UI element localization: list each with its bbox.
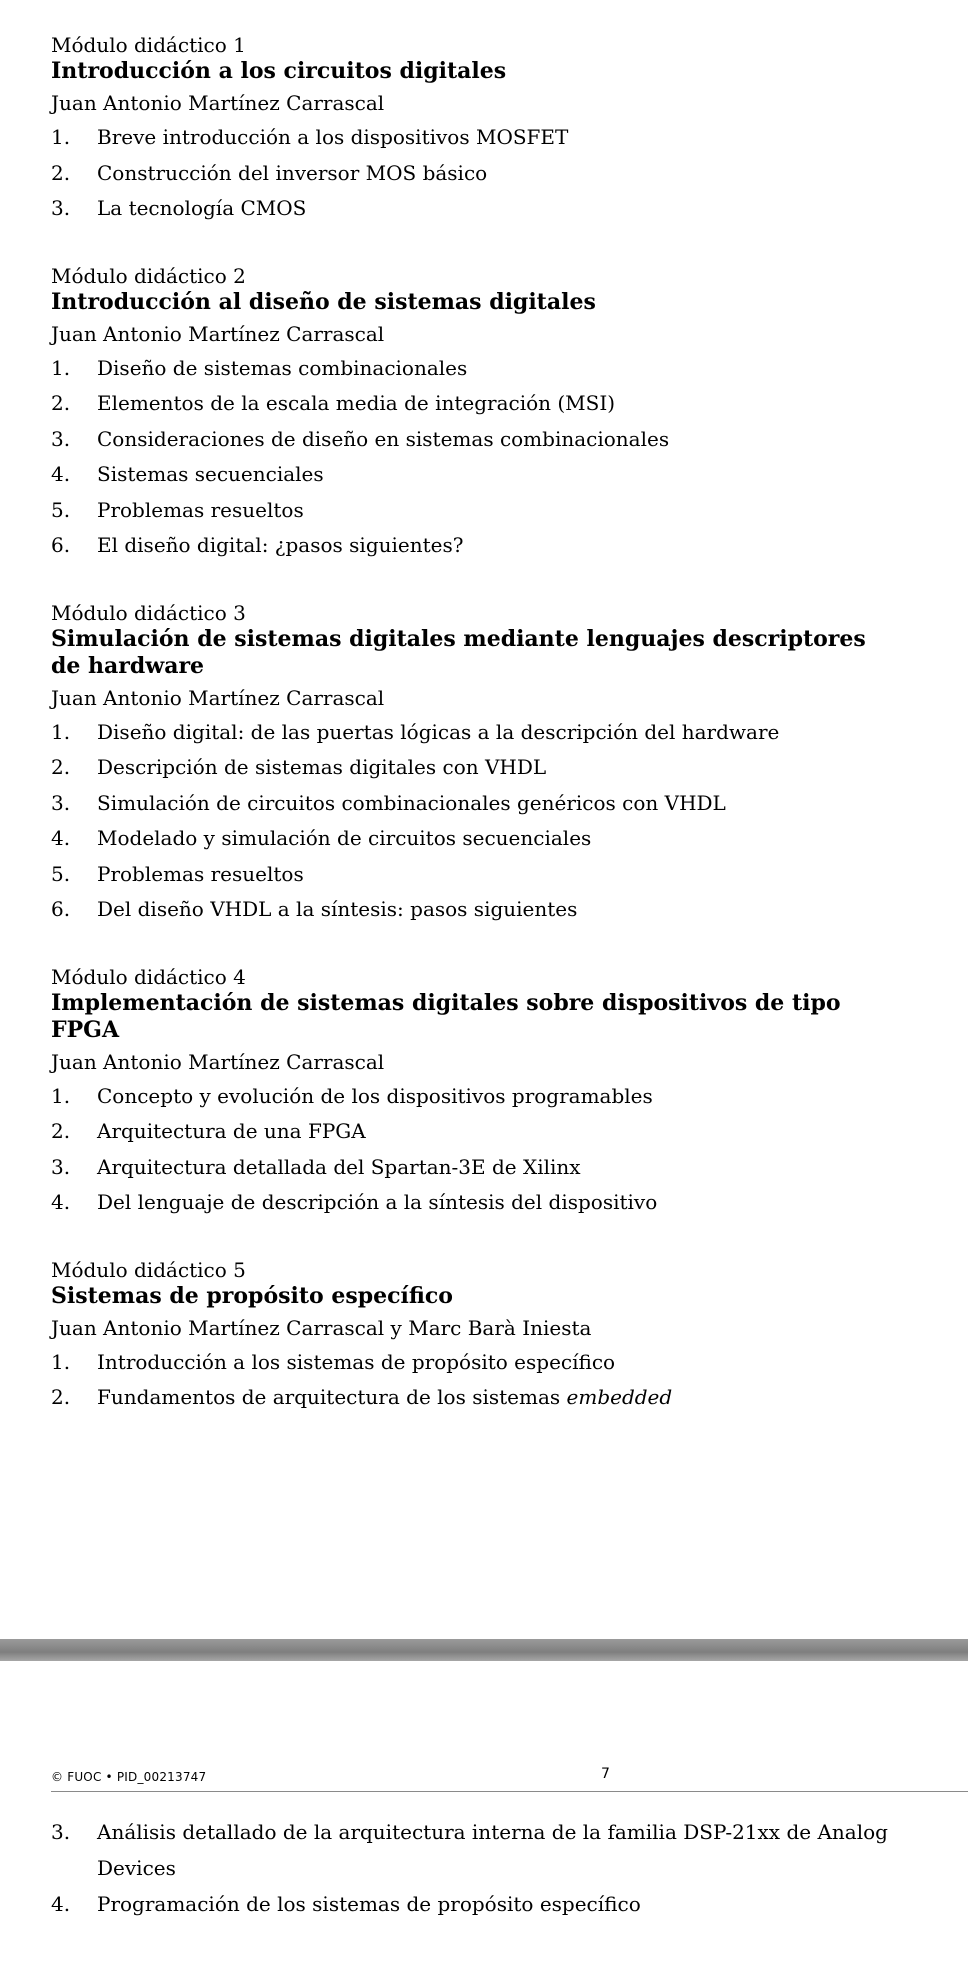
- module-contents-list: [51, 1079, 871, 1221]
- module-section: [51, 30, 871, 227]
- item-number: 2.: [51, 755, 71, 779]
- item-text: Fundamentos de arquitectura de los sistemas: [97, 1385, 567, 1409]
- item-number: 4.: [51, 1190, 71, 1214]
- item-number: 2.: [51, 160, 71, 185]
- item-text: Análisis detallado de la arquitectura interna de la familia DSP-21xx de Analog Devices: [97, 1820, 888, 1880]
- module-authors: Juan Antonio Martínez Carrascal: [51, 91, 385, 115]
- module-title: Sistemas de propósito específico: [51, 1282, 453, 1309]
- list-item: [51, 750, 871, 786]
- module-title: Implementación de sistemas digitales sobre dispositivos de tipo FPGA: [51, 989, 841, 1043]
- module-label: Módulo didáctico 4: [51, 964, 246, 989]
- item-number: 1.: [51, 1083, 71, 1108]
- list-item: [51, 156, 871, 192]
- list-item: [51, 1114, 871, 1150]
- list-item: [51, 457, 871, 493]
- module-authors: Juan Antonio Martínez Carrascal y Marc Barà Iniesta: [51, 1315, 592, 1340]
- modules-list: [51, 30, 871, 1450]
- item-text: Arquitectura de una FPGA: [97, 1119, 366, 1143]
- item-text: Construcción del inversor MOS básico: [97, 160, 488, 185]
- list-item: [51, 1150, 871, 1186]
- item-number: 3.: [51, 1820, 71, 1844]
- list-item: [51, 386, 871, 422]
- item-number: 4.: [51, 462, 71, 486]
- module-label: Módulo didáctico 3: [51, 600, 246, 625]
- item-number: 1.: [51, 719, 71, 744]
- module-contents-list: [51, 120, 871, 227]
- item-number: 5.: [51, 497, 71, 522]
- list-item: [51, 892, 871, 928]
- module-section: [51, 962, 871, 1221]
- module-title: Introducción a los circuitos digitales: [51, 58, 507, 84]
- module-contents-list: [51, 715, 871, 928]
- module-contents-list: [51, 1345, 871, 1416]
- module-authors: Juan Antonio Martínez Carrascal: [51, 321, 385, 346]
- list-item: [51, 422, 871, 458]
- list-item: [51, 1345, 871, 1381]
- list-item: [51, 821, 871, 857]
- item-number: 6.: [51, 897, 71, 921]
- item-text: Introducción a los sistemas de propósito específico: [97, 1349, 616, 1374]
- list-item: [51, 1814, 911, 1886]
- item-number: 3.: [51, 790, 71, 815]
- item-text: Del diseño VHDL a la síntesis: pasos siguientes: [97, 897, 578, 921]
- module-section: [51, 1255, 871, 1416]
- list-item: [51, 1886, 911, 1922]
- module-authors: Juan Antonio Martínez Carrascal: [51, 1049, 385, 1074]
- item-text: El diseño digital: ¿pasos siguientes?: [97, 533, 464, 557]
- footer-reference: © FUOC • PID_00213747: [51, 1770, 207, 1784]
- module-contents-list: [51, 351, 871, 564]
- item-text-italic: embedded: [566, 1385, 673, 1409]
- module-label: Módulo didáctico 2: [51, 263, 246, 288]
- item-text: Modelado y simulación de circuitos secuenciales: [97, 826, 592, 850]
- item-number: 3.: [51, 426, 71, 451]
- item-text: Descripción de sistemas digitales con VHDL: [97, 755, 547, 779]
- list-item: [51, 120, 871, 156]
- item-text: Breve introducción a los dispositivos MOSFET: [97, 125, 569, 149]
- item-number: 4.: [51, 826, 71, 850]
- item-number: 6.: [51, 533, 71, 557]
- list-item: [51, 715, 871, 751]
- list-item: [51, 1185, 871, 1221]
- module-authors: Juan Antonio Martínez Carrascal: [51, 685, 385, 710]
- item-text: Problemas resueltos: [97, 861, 304, 886]
- item-text: Simulación de circuitos combinacionales genéricos con VHDL: [97, 790, 726, 815]
- item-text: Del lenguaje de descripción a la síntesis del dispositivo: [97, 1190, 658, 1214]
- item-number: 3.: [51, 1154, 71, 1179]
- module-section: [51, 261, 871, 564]
- list-item: [51, 786, 871, 822]
- item-text: Elementos de la escala media de integración (MSI): [97, 391, 616, 415]
- module-section: [51, 598, 871, 928]
- item-text: Diseño digital: de las puertas lógicas a la descripción del hardware: [97, 719, 780, 744]
- item-number: 2.: [51, 1385, 71, 1409]
- item-number: 2.: [51, 1119, 71, 1143]
- list-item: [51, 493, 871, 529]
- item-number: 1.: [51, 355, 71, 380]
- item-text: Problemas resueltos: [97, 497, 304, 522]
- list-item: [51, 857, 871, 893]
- page-separator-bar: [0, 1639, 968, 1661]
- page-footer: [0, 1760, 968, 1792]
- item-number: 4.: [51, 1892, 71, 1916]
- list-item: [51, 351, 871, 387]
- item-number: 3.: [51, 196, 71, 220]
- footer-rule: [51, 1791, 968, 1792]
- item-text: Diseño de sistemas combinacionales: [97, 355, 468, 380]
- module-title: Introducción al diseño de sistemas digitales: [51, 288, 596, 315]
- continuation-content: [51, 1814, 911, 1922]
- list-item: [51, 1380, 871, 1416]
- item-number: 2.: [51, 391, 71, 415]
- page-number: 7: [601, 1766, 610, 1782]
- item-text: Consideraciones de diseño en sistemas combinacionales: [97, 426, 670, 451]
- item-text: Sistemas secuenciales: [97, 462, 324, 486]
- list-item: [51, 528, 871, 564]
- item-text: Arquitectura detallada del Spartan-3E de Xilinx: [97, 1154, 581, 1179]
- module-label: Módulo didáctico 5: [51, 1257, 246, 1282]
- module-label: Módulo didáctico 1: [51, 33, 246, 57]
- module-title: Simulación de sistemas digitales mediante lenguajes descriptores de hardware: [51, 625, 866, 679]
- item-text: Programación de los sistemas de propósito específico: [97, 1892, 641, 1916]
- item-number: 1.: [51, 125, 71, 149]
- item-number: 5.: [51, 861, 71, 886]
- list-item: [51, 191, 871, 227]
- item-text: La tecnología CMOS: [97, 196, 307, 220]
- item-text: Concepto y evolución de los dispositivos programables: [97, 1083, 653, 1108]
- list-item: [51, 1079, 871, 1115]
- item-number: 1.: [51, 1349, 71, 1374]
- continuation-items: [51, 1814, 911, 1922]
